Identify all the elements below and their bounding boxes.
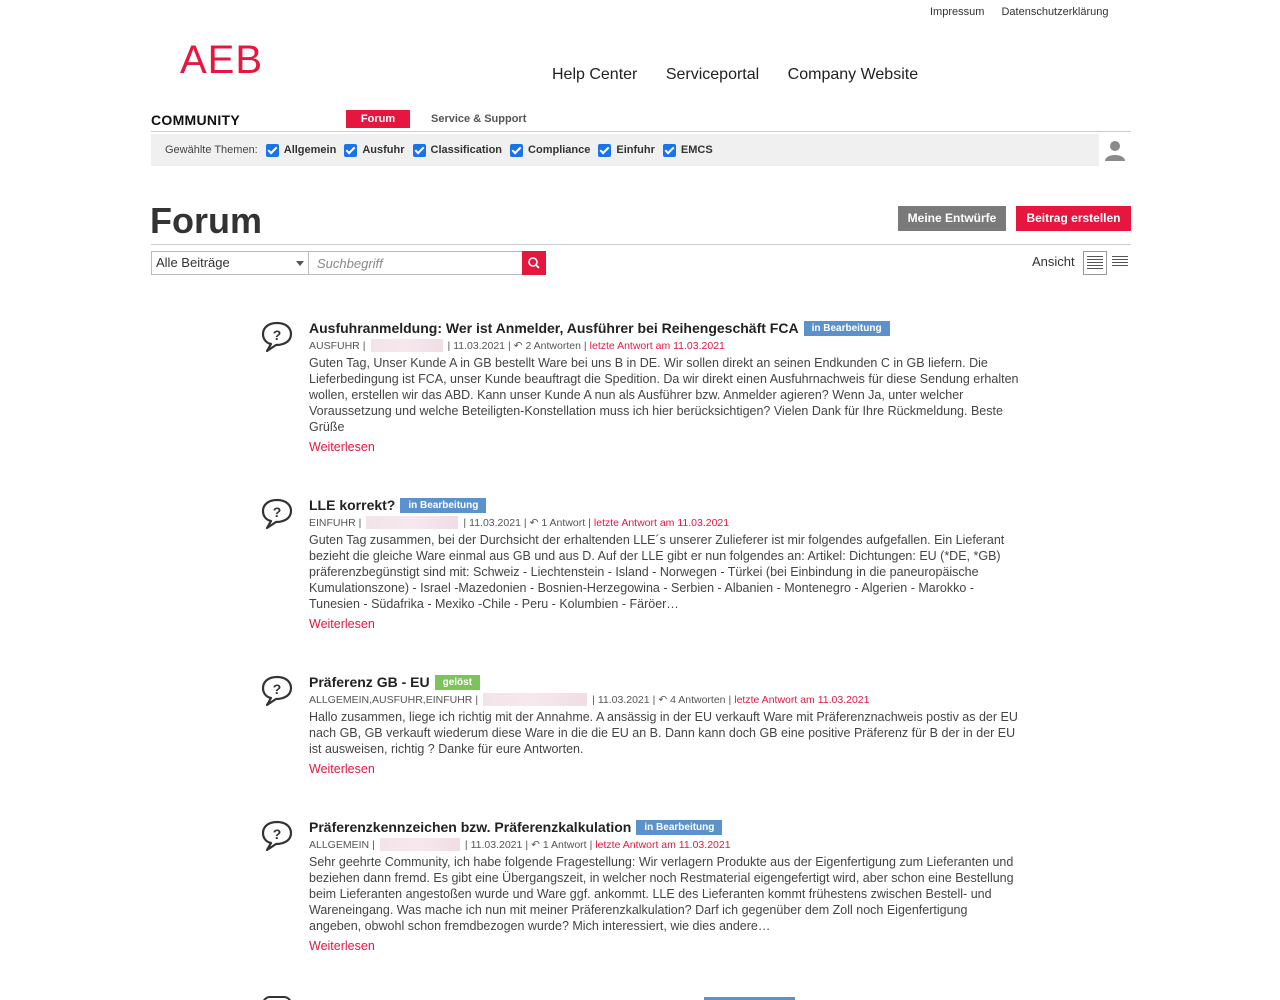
reply-icon: ↶	[531, 838, 543, 851]
checkbox-checked-icon[interactable]	[598, 144, 611, 157]
theme-checkbox-classification[interactable]	[413, 144, 503, 157]
theme-label: Einfuhr	[616, 144, 655, 156]
theme-label: Ausfuhr	[362, 144, 405, 156]
checkbox-checked-icon[interactable]	[413, 144, 426, 157]
theme-filter-bar	[151, 134, 1099, 166]
compact-list-view-icon[interactable]	[1110, 251, 1130, 275]
status-badge: in Bearbeitung	[804, 321, 890, 336]
divider	[151, 244, 1131, 245]
status-badge: gelöst	[435, 675, 480, 690]
theme-checkbox-emcs[interactable]	[663, 144, 713, 157]
question-bubble-icon	[260, 819, 294, 853]
last-reply: letzte Antwort am 11.03.2021	[593, 516, 730, 529]
post-title[interactable]: Präferenz GB - EU	[309, 674, 430, 690]
post-category: EINFUHR	[309, 516, 356, 529]
search-input[interactable]	[309, 251, 523, 275]
post-filter-value: Alle Beiträge	[156, 255, 230, 270]
post-meta: EINFUHR | | 11.03.2021 | ↶ 1 Antwort | letzte Antwort am 11.03.2021	[309, 516, 730, 529]
forum-post	[260, 819, 1020, 955]
community-label: COMMUNITY	[151, 112, 241, 128]
read-more-link[interactable]: Weiterlesen	[309, 939, 375, 953]
post-category: ALLGEMEIN,AUSFUHR,EINFUHR	[309, 693, 473, 706]
reply-icon: ↶	[529, 516, 542, 529]
read-more-link[interactable]: Weiterlesen	[309, 762, 375, 776]
divider	[151, 131, 1131, 132]
tab-forum[interactable]: Forum	[346, 110, 410, 128]
author-redacted	[380, 838, 460, 851]
post-date: 11.03.2021	[470, 838, 523, 851]
reply-icon: ↶	[658, 693, 671, 706]
tab-service-support[interactable]: Service & Support	[431, 113, 527, 125]
reply-count: 2 Antworten	[525, 339, 581, 352]
author-redacted	[371, 339, 443, 352]
post-meta: ALLGEMEIN,AUSFUHR,EINFUHR | | 11.03.2021 | ↶ 4 Antworten | letzte Antwort am 11.03.2021	[309, 693, 870, 706]
themes-label: Gewählte Themen:	[165, 144, 258, 156]
post-title[interactable]: Präferenzkennzeichen bzw. Präferenzkalkulation	[309, 819, 632, 835]
nav-help-center[interactable]: Help Center	[552, 66, 638, 83]
reply-count: 4 Antworten	[670, 693, 726, 706]
detailed-view-icon[interactable]	[1083, 251, 1107, 275]
forum-post	[260, 320, 1020, 456]
post-title[interactable]: LLE korrekt?	[309, 497, 396, 513]
impressum-link[interactable]: Impressum	[930, 6, 985, 18]
svg-text:?: ?	[272, 504, 282, 520]
page-title: Forum	[150, 200, 262, 241]
post-filter-select[interactable]	[151, 251, 309, 275]
theme-label: Allgemein	[283, 144, 337, 156]
last-reply: letzte Antwort am 11.03.2021	[589, 339, 725, 352]
post-meta: AUSFUHR | | 11.03.2021 | ↶ 2 Antworten | letzte Antwort am 11.03.2021	[309, 339, 725, 352]
post-excerpt: Guten Tag zusammen, bei der Durchsicht der erhaltenden LLE´s unserer Zulieferer ist mir folgendes aufgefallen. Ein Lieferant bezieht die gleiche Ware einmal aus GB und aus D. Auf der LLE gibt er nun folgendes an: Artikel: Dichtungen: EU (*DE, *GB) präferenzbegünstigt sind mit: Schweiz - Liechtenstein - Island - Norwegen - Türkei (bei Einbindung in die paneuropäische Kumulationszone) - Israel -Mazedonien - Bosnien-Herzegowina - Serbien - Albanien - Montenegro - Algerien - Marokko - Tunesien - Südafrika - Mexiko -Chile - Peru - Kolumbien - Färöer…	[309, 533, 1005, 611]
theme-checkbox-allgemein[interactable]	[266, 144, 337, 157]
question-bubble-icon	[260, 674, 294, 708]
search-button[interactable]	[522, 251, 546, 275]
aeb-logo[interactable]: AEB	[180, 38, 264, 82]
top-links	[930, 6, 1122, 18]
nav-serviceportal[interactable]: Serviceportal	[665, 66, 760, 83]
forum-post	[260, 497, 1020, 633]
status-badge: in Bearbeitung	[400, 498, 486, 513]
post-excerpt: Sehr geehrte Community, ich habe folgende Fragestellung: Wir verlagern Produkte aus der Eigenfertigung zum Lieferanten und beziehen dann fremd. Es gibt eine Übergangszeit, in welcher noch Restmaterial eigengefertigt wird, aber schon eine Bestellung beim Lieferanten angestoßen wurde und Ware ggf. ankommt. LLE des Lieferanten kommt frühestens zwischen Bestell- und Wareneingang. Was mache ich nun mit meiner Präferenzkalkulation? Darf ich gegenüber dem Zoll noch Eigenfertigung angeben, obwohl schon fremdbezogen wurde? Mich interessiert, wie dies andere…	[309, 855, 1014, 933]
read-more-link[interactable]: Weiterlesen	[309, 440, 375, 454]
post-excerpt: Guten Tag, Unser Kunde A in GB bestellt Ware bei uns B in DE. Wir sollen direkt an seinen Endkunden C in GB liefern. Die Lieferbedingung ist FCA, unser Kunde beauftragt die Spedition. Da wir direkt einen Ausfuhrnachweis für diese Sendung erhalten wollen, erstellen wir das ABD. Kann unser Kunde A nun als Ausführer bzw. Anmelder agieren? Wenn Ja, unter welcher Voraussetzung und welche Beteiligten-Konstellation muss ich hier berücksichtigen? Vielen Dank für Ihre Rückmeldung. Beste Grüße	[309, 356, 1019, 434]
post-category: ALLGEMEIN	[309, 838, 370, 851]
view-label: Ansicht	[1032, 254, 1075, 269]
reply-icon: ↶	[513, 339, 526, 352]
question-bubble-icon	[262, 996, 292, 1000]
my-drafts-button[interactable]: Meine Entwürfe	[898, 206, 1006, 231]
theme-label: Classification	[430, 144, 503, 156]
question-bubble-icon	[260, 320, 294, 354]
forum-post	[260, 674, 1020, 778]
post-date: 11.03.2021	[453, 339, 506, 352]
question-bubble-icon	[260, 497, 294, 531]
theme-label: Compliance	[528, 144, 591, 156]
privacy-link[interactable]: Datenschutzerklärung	[1001, 6, 1109, 18]
post-excerpt: Hallo zusammen, liege ich richtig mit der Annahme. A ansässig in der EU verkauft Ware mit Präferenznachweis postiv as der EU nach GB, GB verkauft wiederum diese Ware in die die EU an B. Dann kann doch GB eine positive Präferenz für B der in der EU ist ausweisen, richtig ? Danke für eure Antworten.	[309, 710, 1018, 756]
checkbox-checked-icon[interactable]	[266, 144, 279, 157]
search-icon	[522, 251, 546, 275]
theme-checkbox-einfuhr[interactable]	[598, 144, 655, 157]
post-meta: ALLGEMEIN | | 11.03.2021 | ↶ 1 Antwort | letzte Antwort am 11.03.2021	[309, 838, 731, 851]
user-icon[interactable]	[1104, 139, 1126, 161]
checkbox-checked-icon[interactable]	[344, 144, 357, 157]
svg-text:?: ?	[272, 826, 282, 842]
svg-text:?: ?	[272, 327, 282, 343]
checkbox-checked-icon[interactable]	[663, 144, 676, 157]
author-redacted	[366, 516, 458, 529]
theme-checkbox-compliance[interactable]	[510, 144, 590, 157]
create-post-button[interactable]: Beitrag erstellen	[1016, 206, 1131, 231]
author-redacted	[483, 693, 587, 706]
last-reply: letzte Antwort am 11.03.2021	[595, 838, 731, 851]
theme-checkbox-ausfuhr[interactable]	[344, 144, 404, 157]
theme-label: EMCS	[680, 144, 713, 156]
checkbox-checked-icon[interactable]	[510, 144, 523, 157]
chevron-down-icon	[296, 261, 304, 266]
post-date: 11.03.2021	[597, 693, 650, 706]
reply-count: 1 Antwort	[541, 516, 586, 529]
reply-count: 1 Antwort	[542, 838, 587, 851]
last-reply: letzte Antwort am 11.03.2021	[734, 693, 870, 706]
main-nav	[552, 66, 942, 84]
post-title[interactable]: Ausfuhranmeldung: Wer ist Anmelder, Ausführer bei Reihengeschäft FCA	[309, 320, 799, 336]
post-date: 11.03.2021	[469, 516, 521, 529]
status-badge: in Bearbeitung	[636, 820, 722, 835]
svg-text:?: ?	[272, 681, 282, 697]
read-more-link[interactable]: Weiterlesen	[309, 617, 375, 631]
post-category: AUSFUHR	[309, 339, 360, 352]
nav-company-website[interactable]: Company Website	[787, 66, 919, 83]
